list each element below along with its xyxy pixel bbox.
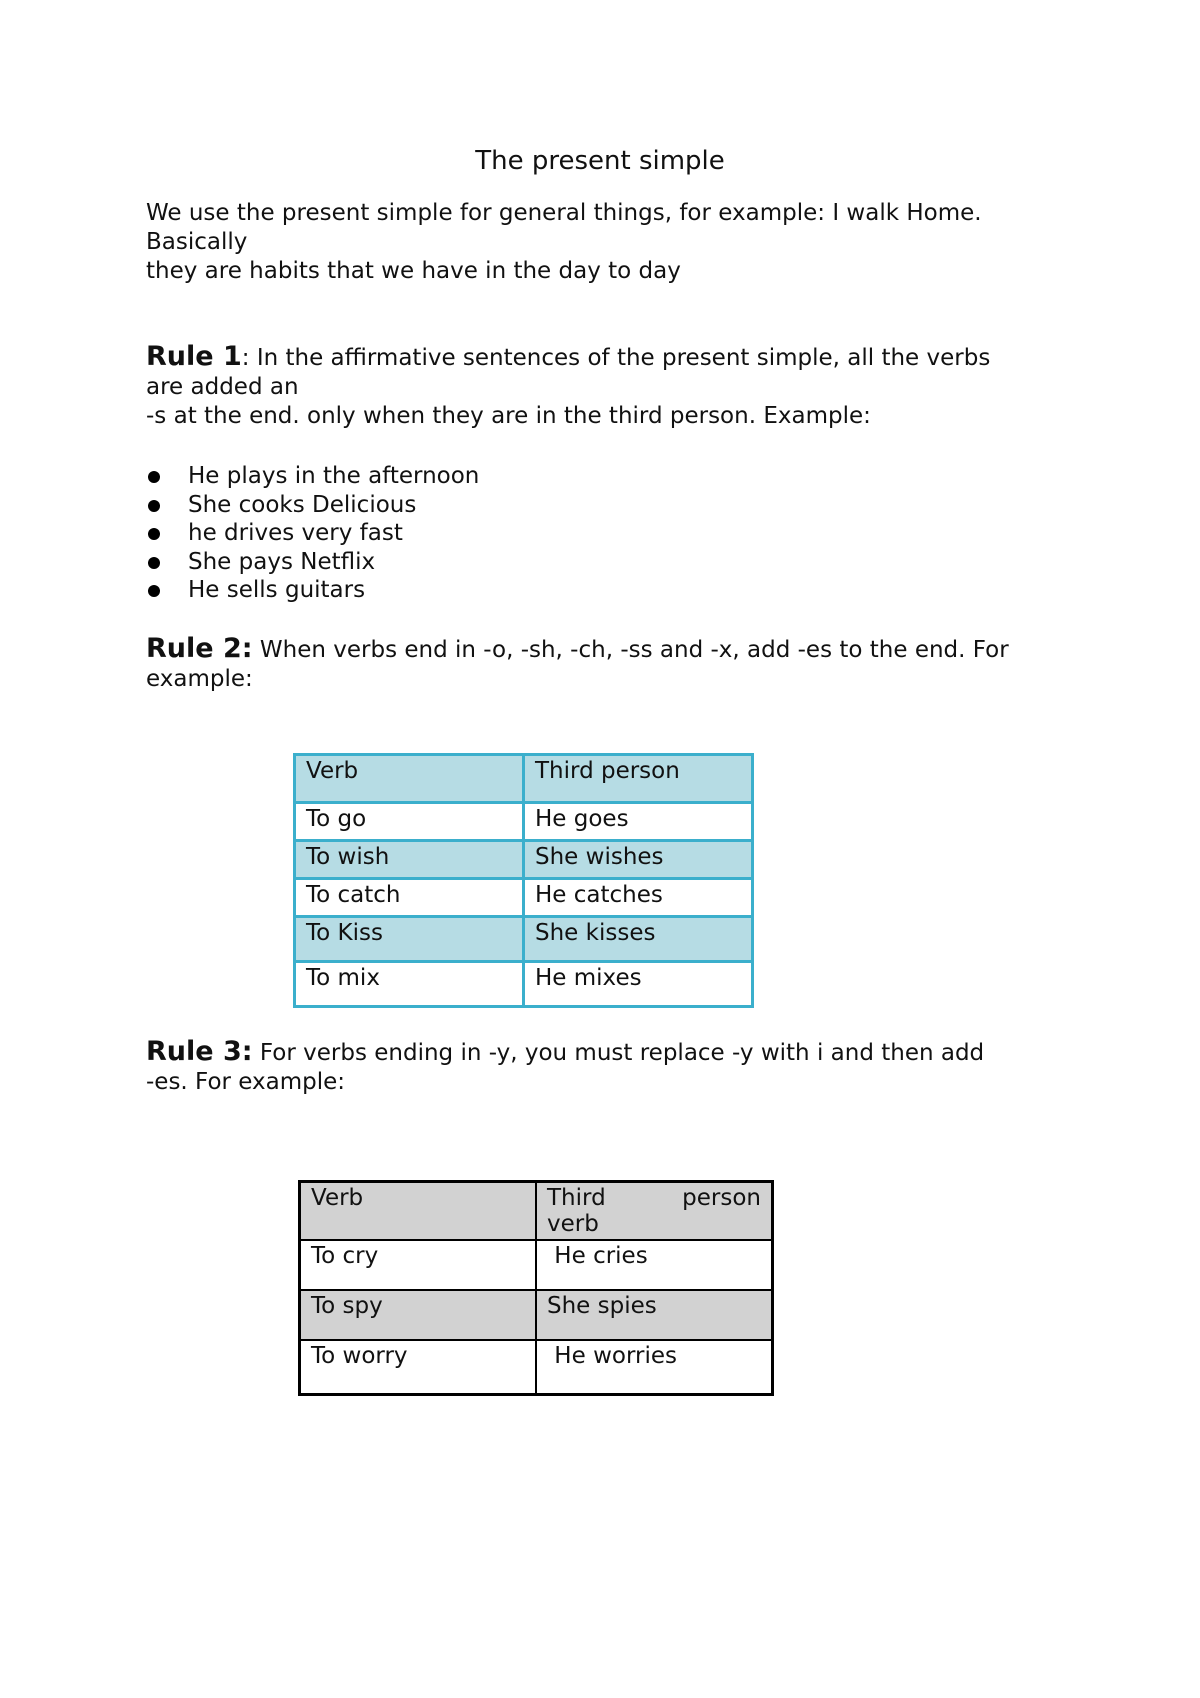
bullet-icon	[148, 471, 160, 483]
table-row	[295, 803, 753, 841]
table-cell: To mix	[295, 962, 524, 1007]
intro-line: they are habits that we have in the day to day	[146, 258, 681, 284]
rule-1-text: -s at the end. only when they are in the third person. Example:	[146, 403, 871, 429]
rule-2-paragraph	[146, 634, 1106, 694]
rule-2-text: When verbs end in -o, -sh, -ch, -ss and -x, add -es to the end. For	[252, 637, 1009, 663]
table-cell: She spies	[536, 1290, 773, 1340]
table-row	[300, 1240, 773, 1290]
bullet-icon	[148, 557, 160, 569]
bullet-icon	[148, 500, 160, 512]
table-header-cell: Verb	[300, 1182, 537, 1241]
list-item	[146, 519, 479, 548]
rule-1-text: : In the affirmative sentences of the present simple, all the verbs	[241, 345, 991, 371]
list-item	[146, 462, 479, 491]
header-word: Third	[547, 1185, 606, 1211]
table-row	[300, 1340, 773, 1394]
rule-1-text: are added an	[146, 374, 299, 400]
table-header-cell	[536, 1182, 773, 1241]
list-item-text: he drives very fast	[188, 520, 403, 546]
rule-3-text: -es. For example:	[146, 1069, 346, 1095]
rule-3-text: For verbs ending in -y, you must replace -y with i and then add	[252, 1040, 985, 1066]
table-cell: To go	[295, 803, 524, 841]
bullet-icon	[148, 585, 160, 597]
table-cell: He catches	[524, 879, 753, 917]
list-item	[146, 491, 479, 520]
rule-2-label: Rule 2:	[146, 633, 253, 664]
example-list	[146, 462, 479, 605]
table-cell: He goes	[524, 803, 753, 841]
page-title: The present simple	[475, 146, 725, 176]
table-row	[295, 917, 753, 962]
list-item-text: She cooks Delicious	[188, 491, 417, 518]
table-cell: To worry	[300, 1340, 537, 1394]
table-header-cell: Third person	[524, 755, 753, 803]
table-cell: He cries	[536, 1240, 773, 1290]
table-cell: He worries	[536, 1340, 773, 1394]
rule-2-text: example:	[146, 666, 253, 692]
table-header-row	[295, 755, 753, 803]
table-cell: To catch	[295, 879, 524, 917]
header-word: person	[682, 1185, 761, 1211]
list-item	[146, 548, 479, 577]
list-item-text: He sells guitars	[188, 577, 366, 603]
rule-3-paragraph	[146, 1037, 1106, 1097]
table-cell: To cry	[300, 1240, 537, 1290]
rule-1-label: Rule 1	[146, 341, 242, 372]
intro-line: We use the present simple for general things, for example: I walk Home.	[146, 200, 982, 226]
verb-table-es	[293, 753, 754, 1008]
list-item-text: She pays Netflix	[188, 548, 376, 575]
intro-paragraph	[146, 199, 1106, 286]
bullet-icon	[148, 528, 160, 540]
intro-line: Basically	[146, 229, 248, 255]
table-row	[295, 962, 753, 1007]
list-item-text: He plays in the afternoon	[188, 463, 480, 489]
table-cell: He mixes	[524, 962, 753, 1007]
table-cell: She wishes	[524, 841, 753, 879]
table-cell: She kisses	[524, 917, 753, 962]
header-word: verb	[547, 1211, 599, 1237]
table-cell: To spy	[300, 1290, 537, 1340]
table-cell: To wish	[295, 841, 524, 879]
verb-table-ies	[298, 1180, 774, 1396]
list-item	[146, 576, 479, 605]
table-row	[300, 1290, 773, 1340]
table-cell: To Kiss	[295, 917, 524, 962]
table-header-row	[300, 1182, 773, 1241]
table-row	[295, 841, 753, 879]
rule-1-paragraph	[146, 342, 1106, 431]
rule-3-label: Rule 3:	[146, 1036, 253, 1067]
table-row	[295, 879, 753, 917]
table-header-cell: Verb	[295, 755, 524, 803]
